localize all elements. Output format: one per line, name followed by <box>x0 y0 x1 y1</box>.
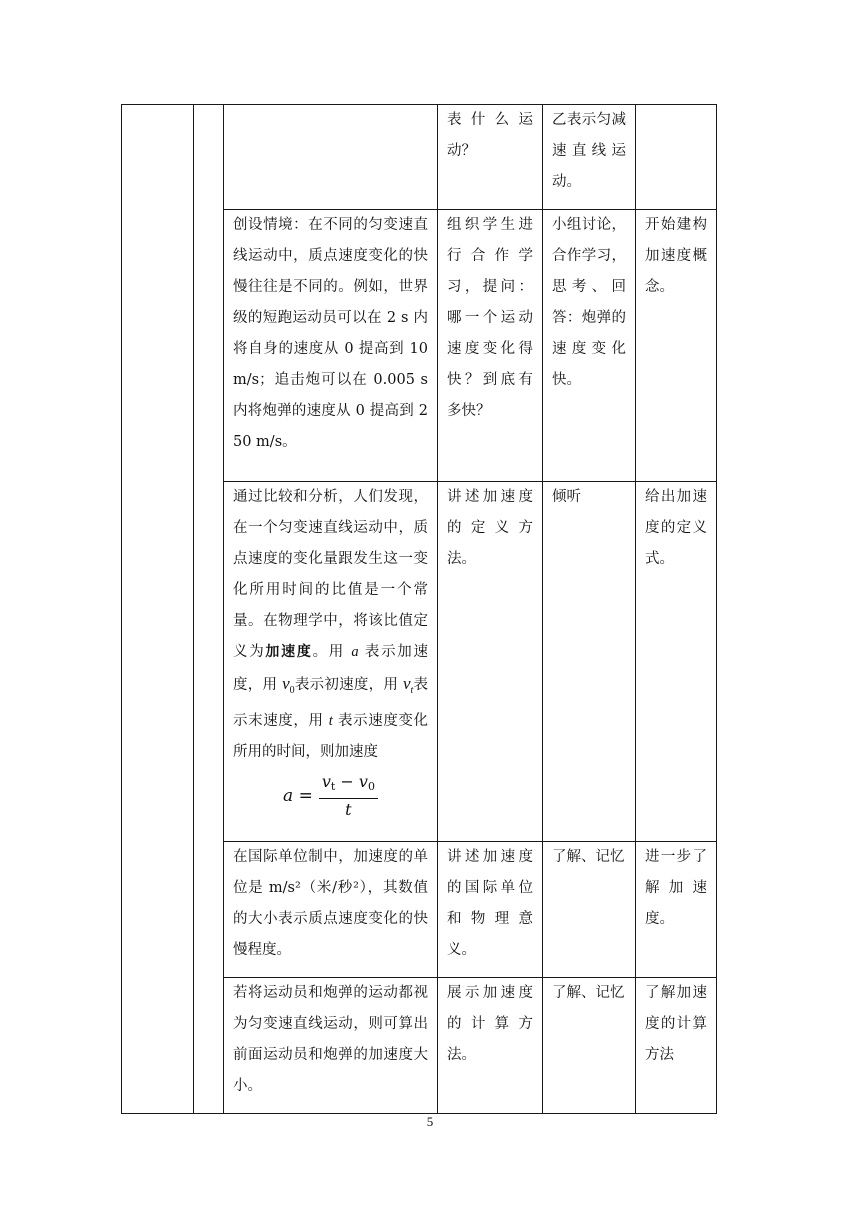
keyword-acceleration: 加速度 <box>265 644 313 660</box>
content-cell <box>224 105 438 210</box>
table-row <box>122 105 717 210</box>
student-activity-cell: 小组讨论，合作学习，思考、回答：炮弹的速度变化快。 <box>543 210 636 482</box>
design-intent-cell: 进一步了解加速度。 <box>636 842 717 978</box>
design-intent-cell: 开始建构加速度概念。 <box>636 210 717 482</box>
final-velocity-symbol: $v_t$ <box>402 674 414 696</box>
lesson-plan-table <box>121 104 717 1114</box>
design-intent-cell <box>636 105 717 210</box>
teacher-activity-cell: 讲述加速度的定义方法。 <box>438 482 543 842</box>
page-number: 5 <box>426 1114 434 1129</box>
student-activity-cell: 了解、记忆 <box>543 842 636 978</box>
design-intent-cell: 了解加速度的计算方法 <box>636 978 717 1114</box>
initial-velocity-symbol: $v_0$ <box>282 674 295 696</box>
acceleration-formula: a = $\frac{v_t - v_0}{t}$ <box>233 768 428 820</box>
teacher-activity-cell: 表什么运动？ <box>438 105 543 210</box>
student-activity-cell: 了解、记忆 <box>543 978 636 1114</box>
design-intent-cell: 给出加速度的定义式。 <box>636 482 717 842</box>
content-cell: 若将运动员和炮弹的运动都视为匀变速直线运动，则可算出前面运动员和炮弹的加速度大小。 <box>224 978 438 1114</box>
teacher-activity-cell: 讲述加速度的国际单位和物理意义。 <box>438 842 543 978</box>
teacher-activity-cell: 展示加速度的计算方法。 <box>438 978 543 1114</box>
formula-fraction: $\frac{v_t - v_0}{t}$ <box>319 772 378 820</box>
content-cell: 在国际单位制中，加速度的单位是 m/s²（米/秒²），其数值的大小表示质点速度变化的快慢程度。 <box>224 842 438 978</box>
student-activity-cell: 倾听 <box>543 482 636 842</box>
teacher-activity-cell: 组织学生进行合作学习，提问：哪一个运动速度变化得快？到底有多快？ <box>438 210 543 482</box>
student-activity-cell: 乙表示匀减速直线运动。 <box>543 105 636 210</box>
stage-column-cell <box>122 105 194 1114</box>
content-cell: 通过比较和分析，人们发现，在一个匀变速直线运动中，质点速度的变化量跟发生这一变化所用时间的比值是一个常量。在物理学中，将该比值定义为加速度。用 a 表示加速度，用 $v_0$表示初速度，用 $v_t$表示末速度，用 t 表示速度变化所用的时间，则加速度 a = $\frac{v_t - v_0}{t}$ <box>224 482 438 842</box>
step-column-cell <box>194 105 224 1114</box>
content-cell: 创设情境：在不同的匀变速直线运动中，质点速度变化的快慢往往是不同的。例如，世界级的短跑运动员可以在 2 s 内将自身的速度从 0 提高到 10 m/s；追击炮可以在 0.005 s 内将炮弹的速度从 0 提高到 250 m/s。 <box>224 210 438 482</box>
